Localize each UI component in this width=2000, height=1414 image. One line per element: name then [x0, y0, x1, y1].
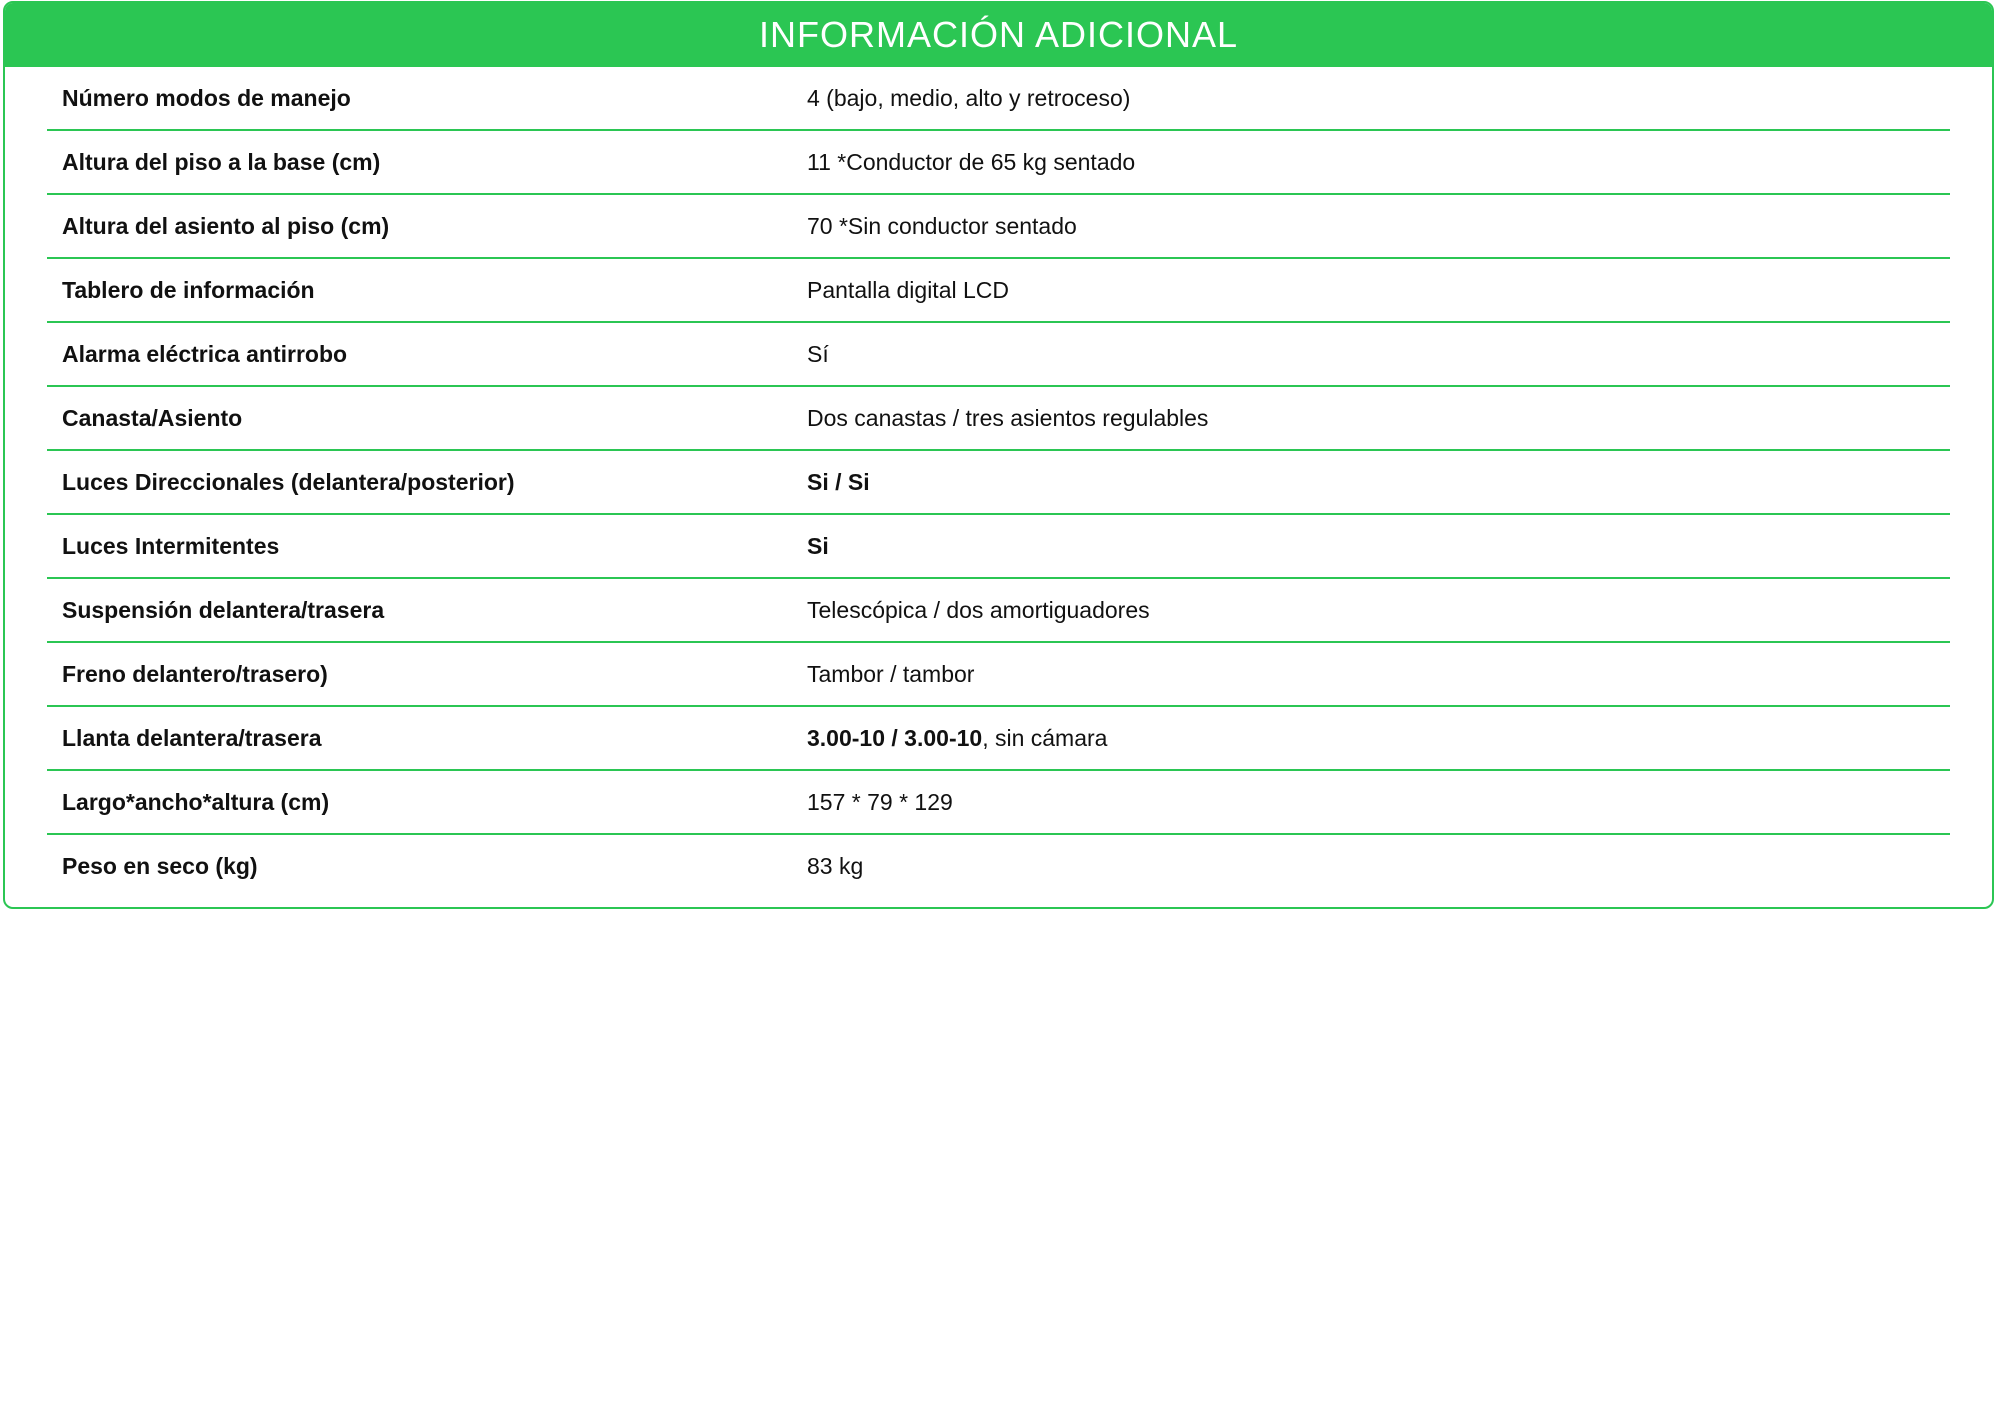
row-label: Tablero de información	[62, 276, 315, 303]
row-value: Telescópica / dos amortiguadores	[807, 596, 1150, 623]
row-value: Tambor / tambor	[807, 660, 975, 687]
row-value: Si / Si	[807, 468, 870, 495]
row-label: Suspensión delantera/trasera	[62, 596, 385, 623]
row-label: Alarma eléctrica antirrobo	[62, 340, 348, 367]
row-label: Peso en seco (kg)	[62, 852, 258, 879]
row-value: 11 *Conductor de 65 kg sentado	[807, 148, 1136, 175]
row-value-strong: 3.00-10 / 3.00-10	[807, 724, 983, 751]
table-header	[5, 3, 1992, 67]
row-value: 157 * 79 * 129	[807, 788, 953, 815]
table-row	[47, 387, 1950, 451]
row-value: 4 (bajo, medio, alto y retroceso)	[807, 84, 1131, 111]
row-value: 83 kg	[807, 852, 864, 879]
table-row	[47, 259, 1950, 323]
row-value-rest: , sin cámara	[982, 724, 1108, 751]
row-label: Largo*ancho*altura (cm)	[62, 788, 330, 815]
row-label: Luces Intermitentes	[62, 532, 280, 559]
row-label: Número modos de manejo	[62, 84, 351, 111]
table-row	[47, 451, 1950, 515]
table-row	[47, 131, 1950, 195]
table-title: INFORMACIÓN ADICIONAL	[758, 14, 1239, 55]
table-row	[47, 67, 1950, 131]
spec-rows	[47, 67, 1950, 897]
row-label: Altura del piso a la base (cm)	[62, 148, 381, 175]
row-value: 70 *Sin conductor sentado	[807, 212, 1077, 239]
row-label: Freno delantero/trasero)	[62, 660, 328, 687]
table-row	[47, 515, 1950, 579]
row-label: Llanta delantera/trasera	[62, 724, 322, 751]
row-value: Sí	[807, 340, 829, 367]
table-row	[47, 579, 1950, 643]
spec-table	[3, 1, 1994, 909]
table-row	[47, 323, 1950, 387]
row-value: Pantalla digital LCD	[807, 276, 1010, 303]
row-value: Dos canastas / tres asientos regulables	[807, 404, 1209, 431]
row-label: Altura del asiento al piso (cm)	[62, 212, 390, 239]
row-label: Canasta/Asiento	[62, 404, 243, 431]
row-value	[807, 725, 1950, 752]
table-row	[47, 771, 1950, 835]
row-label: Luces Direccionales (delantera/posterior)	[62, 468, 515, 495]
row-value: Si	[807, 532, 829, 559]
table-row	[47, 643, 1950, 707]
table-row	[47, 835, 1950, 897]
table-row	[47, 195, 1950, 259]
table-row	[47, 707, 1950, 771]
